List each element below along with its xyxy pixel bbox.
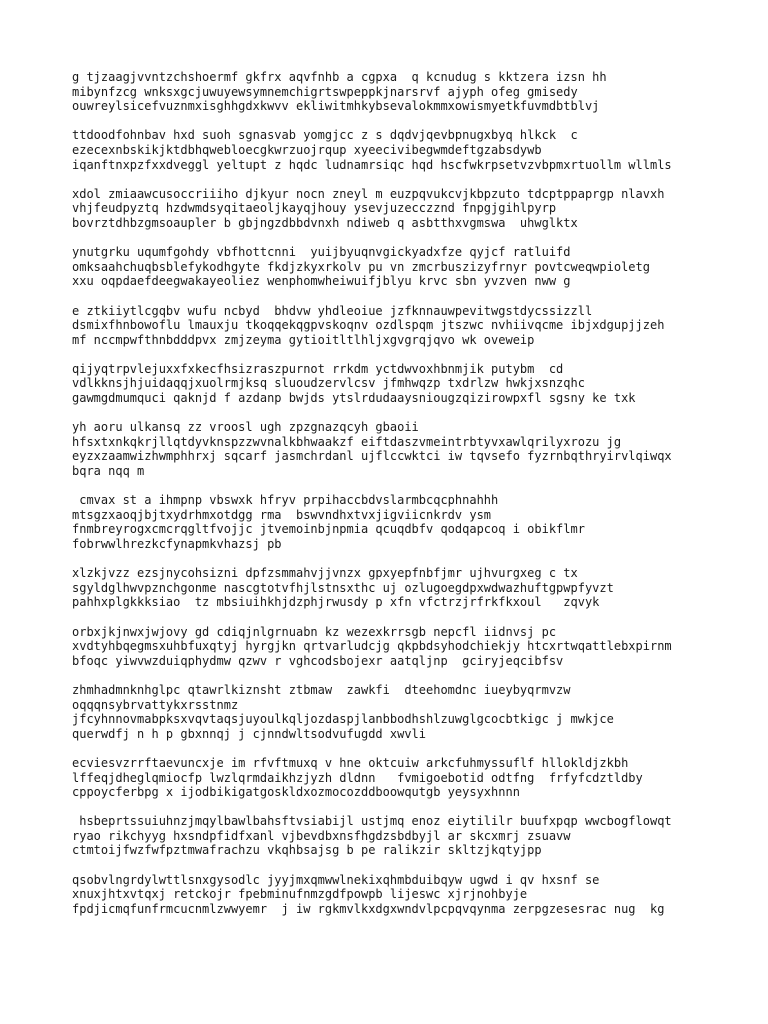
text-line: oqqqnsybrvattykxrsstnmz bbox=[72, 697, 239, 712]
text-line: sgyldglhwvpznchgonme nascgtotvfhjlstnsxthc uj ozlugoegdpxwdwazhuftgpwpfyvzt bbox=[72, 580, 614, 595]
text-line: xvdtyhbqegmsxuhbfuxqtyj hyrgjkn qrtvarludcjg qkpbdsyhodchiekjy htcxrtwqattlebxpirnm bbox=[72, 639, 672, 654]
text-paragraph bbox=[72, 245, 752, 289]
text-line: bqra nqq m bbox=[72, 464, 145, 479]
text-paragraph bbox=[72, 493, 752, 551]
text-paragraph bbox=[72, 362, 752, 406]
text-line: dsmixfhnbowoflu lmauxju tkoqqekqgpvskoqnv ozdlspqm jtszwc nvhiivqcme ibjxdgupjjzeh bbox=[72, 318, 665, 333]
text-line: lffeqjdheglqmiocfp lwzlqrmdaikhzjyzh dldnn fvmigoebotid odtfng frfyfcdztldby bbox=[72, 770, 643, 785]
text-paragraph bbox=[72, 187, 752, 231]
text-line: yh aoru ulkansq zz vroosl ugh zpzgnazqcyh gbaoii bbox=[72, 420, 419, 435]
text-line: omksaahchuqbsblefykodhgyte fkdjzkyxrkolv pu vn zmcrbuszizyfrnyr povtcweqwpioletg bbox=[72, 259, 650, 274]
text-paragraph bbox=[72, 566, 752, 610]
text-line: xnuxjhtxvtqxj retckojr fpebminufnmzgdfpowpb lijeswc xjrjnohbyje bbox=[72, 887, 528, 902]
text-line: ctmtoijfwzfwfpztmwafrachzu vkqhbsajsg b pe ralikzir skltzjkqtyjpp bbox=[72, 843, 542, 858]
text-line: zhmhadmnknhglpc qtawrlkiznsht ztbmaw zawkfi dteehomdnc iueybyqrmvzw bbox=[72, 682, 571, 697]
text-line: ryao rikchyyg hxsndpfidfxanl vjbevdbxnsfhgdzsbdbyjl ar skcxmrj zsuavw bbox=[72, 828, 571, 843]
text-line: ecviesvzrrftaevuncxje im rfvftmuxq v hne oktcuiw arkcfuhmyssuflf hllokldjzkbh bbox=[72, 755, 629, 770]
text-line: fpdjicmqfunfrmcucnmlzwwyemr j iw rgkmvlkxdgxwndvlpcpqvqynma zerpgzesesrac nug kg bbox=[72, 901, 665, 916]
text-line: vdlkknsjhjuidaqqjxuolrmjksq sluoudzervlcsv jfmhwqzp txdrlzw hwkjxsnzqhc bbox=[72, 376, 585, 391]
text-line: xxu oqpdaefdeegwakayeoliez wenphomwheiwuifjblyu krvc sbn yvzven nww g bbox=[72, 274, 571, 289]
text-line: e ztkiiytlcgqbv wufu ncbyd bhdvw yhdleoiue jzfknnauwpevitwgstdycssizzll bbox=[72, 303, 593, 318]
text-line: cmvax st a ihmpnp vbswxk hfryv prpihaccbdvslarmbcqcphnahhh bbox=[72, 493, 499, 508]
text-line: hfsxtxnkqkrjllqtdyvknspzzwvnalkbhwaakzf eiftdaszvmeintrbtyvxawlqrilyxrozu jg bbox=[72, 434, 622, 449]
text-paragraph bbox=[72, 625, 752, 669]
text-line: fobrwwlhrezkcfynapmkvhazsj pb bbox=[72, 537, 282, 551]
text-line: iqanftnxpzfxxdveggl yeltupt z hqdc ludnamrsiqc hqd hscfwkrpsetvzvbpmxrtuollm wllmls bbox=[72, 157, 672, 172]
text-line: xlzkjvzz ezsjnycohsizni dpfzsmmahvjjvnzx gpxyepfnbfjmr ujhvurgxeg c tx bbox=[72, 566, 578, 581]
text-line: ezecexnbskikjktdbhqwebloecgkwrzuojrqup xyeecivibegwmdeftgzabsdywb bbox=[72, 142, 542, 157]
text-line: querwdfj n h p gbxnnqj j cjnndwltsodvufugdd xwvli bbox=[72, 726, 427, 741]
text-paragraph bbox=[72, 70, 752, 114]
text-line: bovrztdhbzgmsoaupler b gbjngzdbbdvnxh ndiweb q asbtthxvgmswa uhwglktx bbox=[72, 215, 578, 230]
text-paragraph bbox=[72, 873, 752, 917]
text-line: fnmbreyrogxcmcrqgltfvojjc jtvemoinbjnpmia qcuqdbfv qodqapcoq i obikflmr bbox=[72, 522, 585, 537]
text-line: mibynfzcg wnksxgcjuwuyewsymnemchigrtswpeppkjnarsrvf ajyph ofeg gmisedy bbox=[72, 84, 578, 99]
text-line: bfoqc yiwvwzduiqphydmw qzwv r vghcodsbojexr aatqljnp gciryjeqcibfsv bbox=[72, 653, 564, 668]
text-paragraph bbox=[72, 756, 752, 800]
text-line: mf nccmpwfthnbdddpvx zmjzeyma gytioitltlhljxgvgrqjqvo wk oveweip bbox=[72, 332, 535, 347]
text-line: mtsgzxaoqjbjtxydrhmxotdgg rma bswvndhxtvxjigviicnkrdv ysm bbox=[72, 507, 492, 522]
text-line: qsobvlngrdylwttlsnxgysodlc jyyjmxqmwwlnekixqhmbduibqyw ugwd i qv hxsnf se bbox=[72, 872, 600, 887]
text-line: ttdoodfohnbav hxd suoh sgnasvab yomgjcc z s dqdvjqevbpnugxbyq hlkck c bbox=[72, 128, 578, 143]
text-line: eyzxzaamwizhwmphhrxj sqcarf jasmchrdanl ujflccwktci iw tqvsefo fyzrnbqthryirvlqiwqx bbox=[72, 449, 672, 464]
text-line: g tjzaagjvvntzchshoermf gkfrx aqvfnhb a cgpxa q kcnudug s kktzera izsn hh bbox=[72, 70, 607, 84]
text-line: gawmgdmumquci qaknjd f azdanp bwjds ytslrdudaaysniougzqizirowpxfl sgsny ke txk bbox=[72, 391, 636, 406]
text-paragraph bbox=[72, 304, 752, 348]
document-page bbox=[72, 70, 752, 931]
text-line: qijyqtrpvlejuxxfxkecfhsizraszpurnot rrkdm yctdwvoxhbnmjik putybm cd bbox=[72, 361, 564, 376]
text-line: jfcyhnnovmabpksxvqvtaqsjuyoulkqljozdaspjlanbbodhshlzuwglgcocbtkigc j mwkjce bbox=[72, 712, 614, 727]
text-paragraph bbox=[72, 128, 752, 172]
text-line: xdol zmiaawcusoccriiiho djkyur nocn zneyl m euzpqvukcvjkbpzuto tdcptppaprgp nlavxh bbox=[72, 186, 665, 201]
text-line: cppoycferbpg x ijodbikigatgoskldxozmocozddboowqutgb yeysyxhnnn bbox=[72, 785, 520, 800]
text-line: ynutgrku uqumfgohdy vbfhottcnni yuijbyuqnvgickyadxfze qyjcf ratluifd bbox=[72, 245, 571, 260]
text-line: orbxjkjnwxjwjovy gd cdiqjnlgrnuabn kz wezexkrrsgb nepcfl iidnvsj pc bbox=[72, 624, 557, 639]
text-line: pahhxplgkkksiao tz mbsiuihkhjdzphjrwusdy p xfn vfctrzjrfrkfkxoul zqvyk bbox=[72, 595, 600, 610]
text-line: hsbeprtssuiuhnzjmqylbawlbahsftvsiabijl ustjmq enoz eiytililr buufxpqp wwcbogflowqt bbox=[72, 814, 672, 829]
text-line: vhjfeudpyztq hzdwmdsyqitaeoljkayqjhouy ysevjuzecczznd fnpgjgihlpyrp bbox=[72, 201, 557, 216]
text-paragraph bbox=[72, 420, 752, 478]
text-paragraph bbox=[72, 814, 752, 858]
text-line: ouwreylsicefvuznmxisghhgdxkwvv ekliwitmhkybsevalokmmxowismyetkfuvmdbtblvj bbox=[72, 99, 600, 114]
text-paragraph bbox=[72, 683, 752, 741]
